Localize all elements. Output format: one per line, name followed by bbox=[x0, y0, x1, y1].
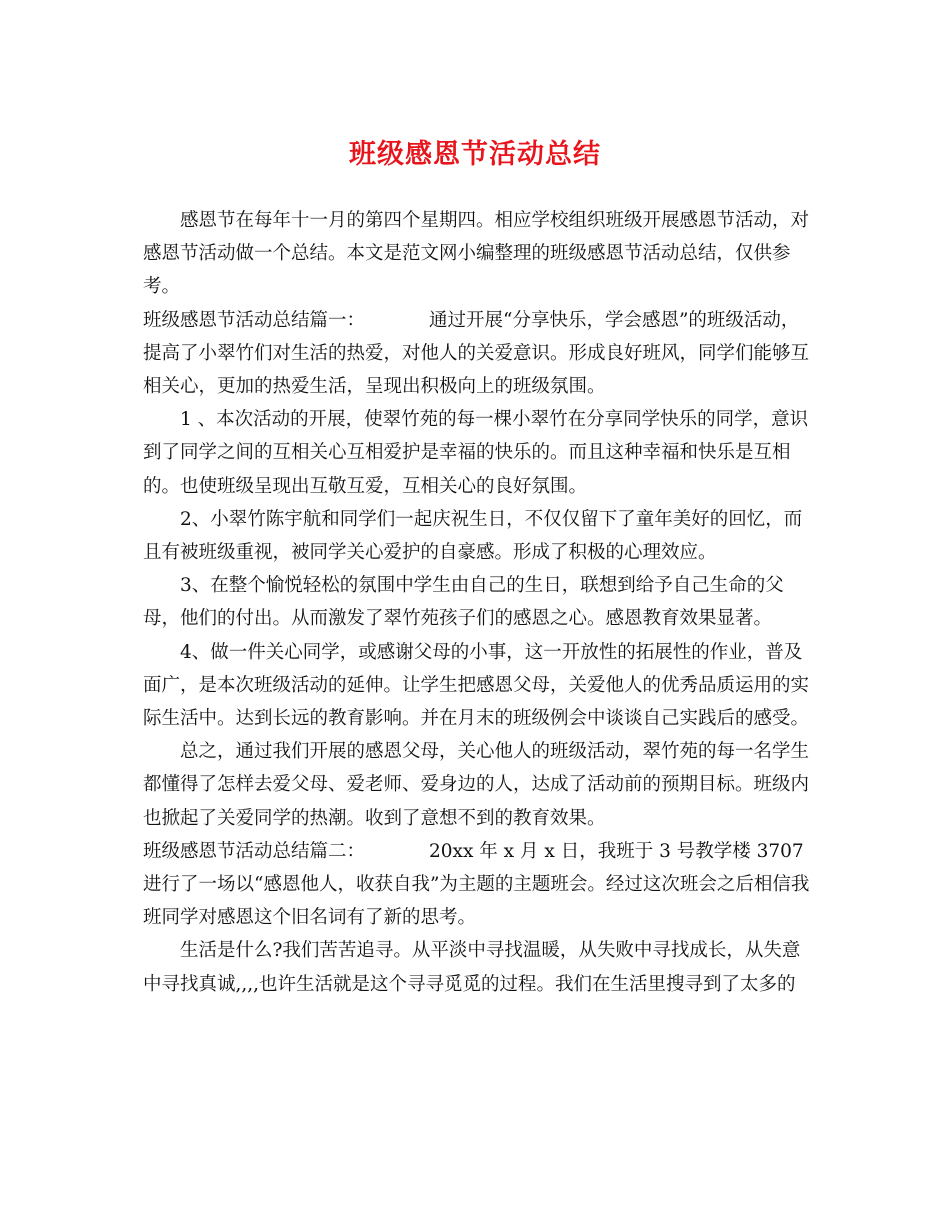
document-body bbox=[143, 204, 815, 1001]
part2-lead: 20xx 年 x 月 x 日，我班于 3 号教学楼 3707 进行了一场以“感恩他人，收获自我”为主题的主题班会。经过这次班会之后相信我班同学对感恩这个旧名词有了新的思考。 bbox=[143, 840, 810, 929]
summary-paragraph: 总之，通过我们开展的感恩父母，关心他人的班级活动，翠竹苑的每一名学生都懂得了怎样去爱父母、爱老师、爱身边的人，达成了活动前的预期目标。班级内也掀起了关爱同学的热潮。收到了意想不到的教育效果。 bbox=[143, 741, 810, 829]
list-item: 4、做一件关心同学，或感谢父母的小事，这一开放性的拓展性的作业，普及面广，是本次班级活动的延伸。让学生把感恩父母，关爱他人的优秀品质运用的实际生活中。达到长远的教育影响。并在月末的班级例会中谈谈自己实践后的感受。 bbox=[143, 641, 810, 730]
list-item: 3、在整个愉悦轻松的氛围中学生由自己的生日，联想到给予自己生命的父母，他们的付出。从而激发了翠竹苑孩子们的感恩之心。感恩教育效果显著。 bbox=[143, 575, 784, 630]
part1-label: 班级感恩节活动总结篇一： bbox=[143, 309, 366, 331]
part1-lead: 通过开展“分享快乐，学会感恩”的班级活动，提高了小翠竹们对生活的热爱，对他人的关爱意识。形成良好班风，同学们能够互相关心，更加的热爱生活，呈现出积极向上的班级氛围。 bbox=[143, 309, 810, 398]
closing-paragraph: 生活是什么?我们苦苦追寻。从平淡中寻找温暖，从失败中寻找成长，从失意中寻找真诚,,,,也许生活就是这个寻寻觅觅的过程。我们在生活里搜寻到了太多的 bbox=[143, 940, 801, 995]
list-item: 1 、本次活动的开展，使翠竹苑的每一棵小翠竹在分享同学快乐的同学，意识到了同学之间的互相关心互相爱护是幸福的快乐的。而且这种幸福和快乐是互相的。也使班级呈现出互敬互爱，互相关心的良好氛围。 bbox=[143, 409, 809, 497]
part2-paragraph bbox=[143, 835, 815, 935]
part1-paragraph bbox=[143, 304, 815, 404]
part2-label: 班级感恩节活动总结篇二： bbox=[143, 840, 366, 862]
list-item: 2、小翠竹陈宇航和同学们一起庆祝生日，不仅仅留下了童年美好的回忆，而且有被班级重视，被同学关心爱护的自豪感。形成了积极的心理效应。 bbox=[143, 508, 803, 564]
document-title: 班级感恩节活动总结 bbox=[349, 139, 601, 170]
intro-paragraph: 感恩节在每年十一月的第四个星期四。相应学校组织班级开展感恩节活动，对感恩节活动做一个总结。本文是范文网小编整理的班级感恩节活动总结，仅供参考。 bbox=[143, 210, 810, 298]
